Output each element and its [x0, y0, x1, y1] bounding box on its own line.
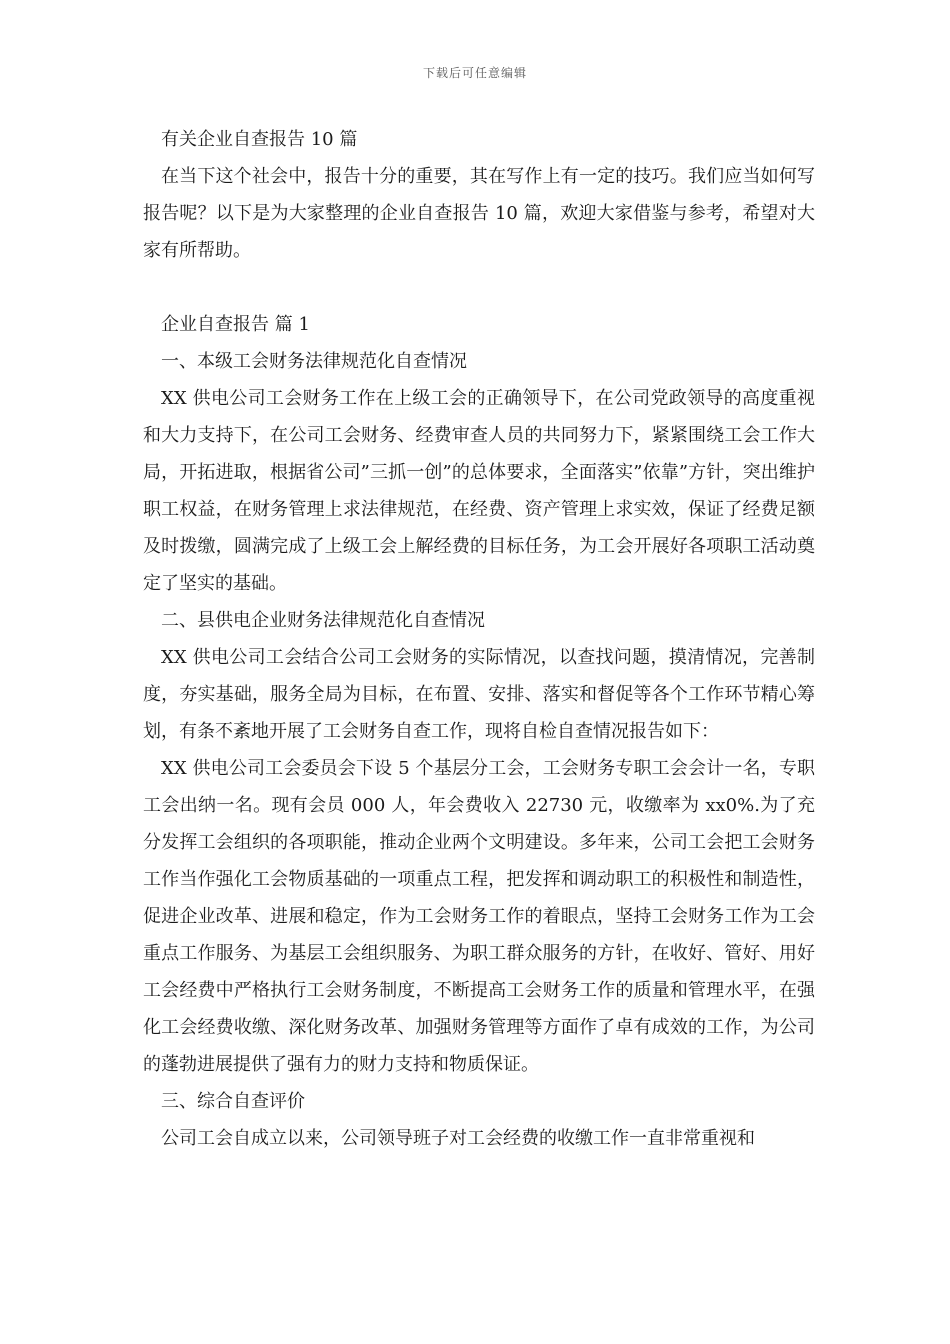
- heading-1: 一、本级工会财务法律规范化自查情况: [161, 351, 467, 372]
- document-title: 有关企业自查报告 10 篇: [161, 129, 358, 150]
- page-header-note: 下载后可任意编辑: [422, 66, 527, 80]
- paragraph-4: 公司工会自成立以来，公司领导班子对工会经费的收缴工作一直非常重视和: [161, 1128, 755, 1149]
- heading-3: 三、综合自查评价: [161, 1091, 305, 1112]
- document-body: [143, 121, 815, 1157]
- paragraph-3: XX 供电公司工会委员会下设 5 个基层分工会，工会财务专职工会会计一名，专职工会出纳一名。现有会员 000 人，年会费收入 22730 元，收缴率为 xx0%.为了充分发挥工会组织的各项职能，推动企业两个文明建设。多年来，公司工会把工会财务工作当作强化工会物质基础的一项重点工程，把发挥和调动职工的积极性和制造性，促进企业改革、进展和稳定，作为工会财务工作的着眼点，坚持工会财务工作为工会重点工作服务、为基层工会组织服务、为职工群众服务的方针，在收好、管好、用好工会经费中严格执行工会财务制度，不断提高工会财务工作的质量和管理水平，在强化工会经费收缴、深化财务改革、加强财务管理等方面作了卓有成效的工作，为公司的蓬勃进展提供了强有力的财力支持和物质保证。: [143, 758, 815, 1075]
- paragraph-1: XX 供电公司工会财务工作在上级工会的正确领导下，在公司党政领导的高度重视和大力支持下，在公司工会财务、经费审查人员的共同努力下，紧紧围绕工会工作大局，开拓进取，根据省公司”三抓一创”的总体要求，全面落实”依靠”方针，突出维护职工权益，在财务管理上求法律规范，在经费、资产管理上求实效，保证了经费足额及时拨缴，圆满完成了上级工会上解经费的目标任务，为工会开展好各项职工活动奠定了坚实的基础。: [143, 388, 815, 594]
- heading-2: 二、县供电企业财务法律规范化自查情况: [161, 610, 485, 631]
- blank-line: [143, 269, 815, 306]
- intro-paragraph: 在当下这个社会中，报告十分的重要，其在写作上有一定的技巧。我们应当如何写报告呢？以下是为大家整理的企业自查报告 10 篇，欢迎大家借鉴与参考，希望对大家有所帮助。: [143, 166, 815, 261]
- section-title: 企业自查报告 篇 1: [161, 314, 310, 335]
- paragraph-2: XX 供电公司工会结合公司工会财务的实际情况，以查找问题，摸清情况，完善制度，夯实基础，服务全局为目标，在布置、安排、落实和督促等各个工作环节精心筹划，有条不紊地开展了工会财务自查工作，现将自检自查情况报告如下：: [143, 647, 815, 742]
